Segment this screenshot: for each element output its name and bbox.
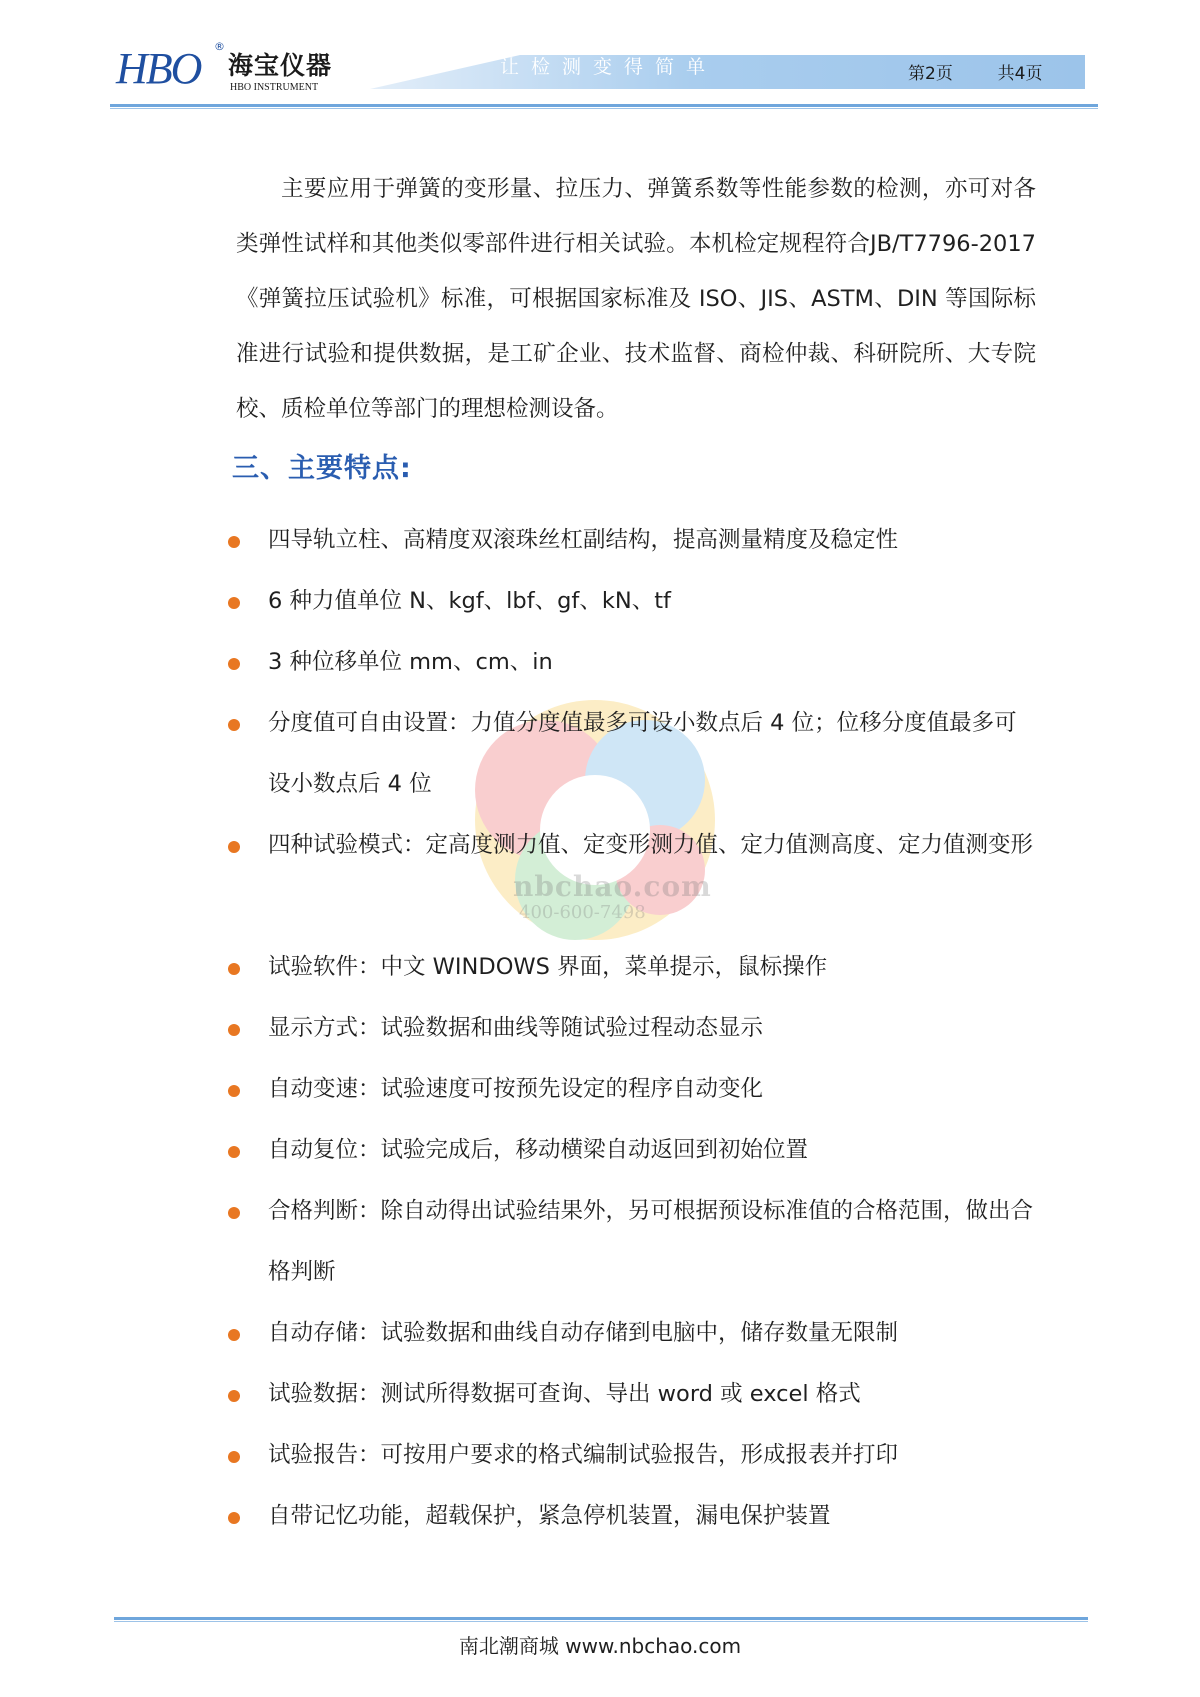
feature-item: 显示方式：试验数据和曲线等随试验过程动态显示 [268,1015,764,1041]
bullet-icon [228,1512,240,1524]
bullet-icon [228,1146,240,1158]
feature-item: 试验数据：测试所得数据可查询、导出 word 或 excel 格式 [268,1381,861,1407]
intro-paragraph: 主要应用于弹簧的变形量、拉压力、弹簧系数等性能参数的检测，亦可对各类弹性试样和其他类似零部件进行相关试验。本机检定规程符合JB/T7796-2017《弹簧拉压试验机》标准，可根据国家标准及 ISO、JIS、ASTM、DIN 等国际标准进行试验和提供数据，是工矿企业、技术监督、商检仲裁、科研院所、大专院校、质检单位等部门的理想检测设备。 [236,176,1036,422]
header-divider-thin [110,108,1098,109]
bullet-icon [228,963,240,975]
feature-item: 自带记忆功能，超载保护，紧急停机装置，漏电保护装置 [268,1503,831,1529]
bullet-icon [228,1085,240,1097]
logo-registered-mark: ® [214,40,225,53]
feature-item: 试验软件：中文 WINDOWS 界面，菜单提示，鼠标操作 [268,954,828,980]
feature-item: 3 种位移单位 mm、cm、in [268,649,553,675]
header-banner [370,55,1085,89]
logo-mark: HBO [116,44,201,93]
bullet-icon [228,1024,240,1036]
feature-item: 四导轨立柱、高精度双滚珠丝杠副结构，提高测量精度及稳定性 [268,527,899,553]
bullet-icon [228,841,240,853]
page-total: 共4页 [997,64,1043,84]
feature-item: 6 种力值单位 N、kgf、lbf、gf、kN、tf [268,588,671,614]
page-current: 第2页 [908,64,953,84]
bullet-icon [228,597,240,609]
feature-item: 试验报告：可按用户要求的格式编制试验报告，形成报表并打印 [268,1442,899,1468]
logo-english-name: HBO INSTRUMENT [230,82,319,93]
feature-item: 自动变速：试验速度可按预先设定的程序自动变化 [268,1076,764,1102]
bullet-icon [228,536,240,548]
footer-divider-thin [114,1621,1088,1622]
watermark-domain: nbchao.com [513,870,712,903]
feature-item: 四种试验模式：定高度测力值、定变形测力值、定力值测高度、定力值测变形 [268,832,1034,858]
feature-item: 自动复位：试验完成后，移动横梁自动返回到初始位置 [268,1137,809,1163]
header-divider [110,104,1098,107]
header-slogan: 让检测变得简单 [500,56,718,78]
feature-item: 分度值可自由设置：力值分度值最多可设小数点后 4 位；位移分度值最多可设小数点后 4 位 [268,710,1017,797]
bullet-icon [228,719,240,731]
page-indicator [908,63,1042,85]
feature-item: 自动存储：试验数据和曲线自动存储到电脑中，储存数量无限制 [268,1320,899,1346]
watermark-phone: 400-600-7498 [519,902,646,923]
section-title: 三、主要特点: [232,453,412,484]
bullet-icon [228,1390,240,1402]
brand-logo [116,40,346,100]
bullet-icon [228,658,240,670]
bullet-icon [228,1207,240,1219]
logo-chinese-name: 海宝仪器 [228,51,333,80]
bullet-icon [228,1451,240,1463]
bullet-icon [228,1329,240,1341]
feature-item: 合格判断：除自动得出试验结果外，另可根据预设标准值的合格范围，做出合格判断 [268,1198,1034,1285]
footer-divider [114,1617,1088,1620]
footer-site-link[interactable]: 南北潮商城 www.nbchao.com [458,1634,742,1658]
